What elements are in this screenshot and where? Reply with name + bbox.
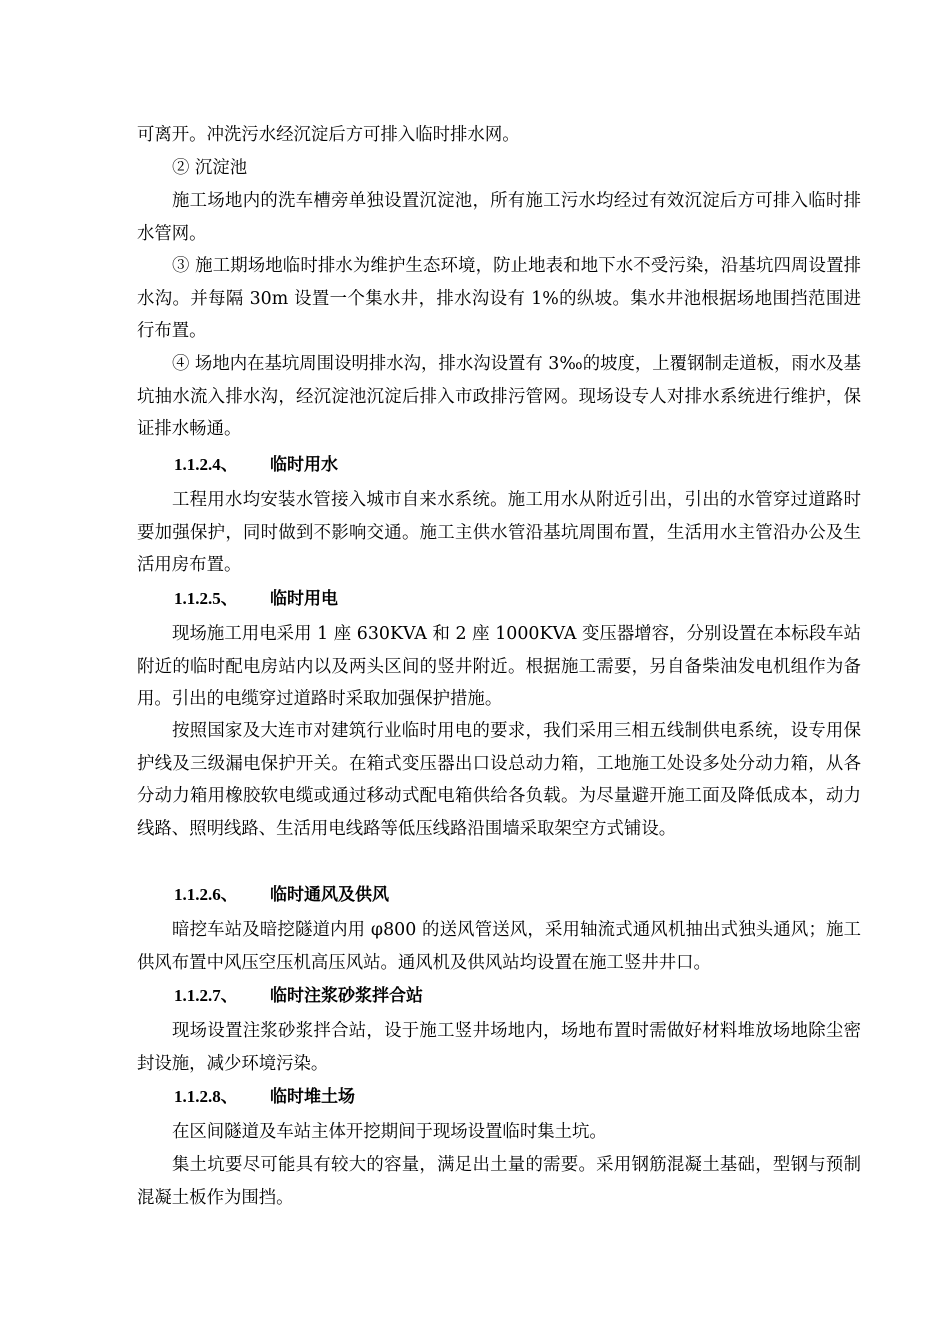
body-paragraph: 按照国家及大连市对建筑行业临时用电的要求，我们采用三相五线制供电系统，设专用保护线及三级漏电保护开关。在箱式变压器出口设总动力箱，工地施工处设多处分动力箱，从各分动力箱用橡胶软电缆或通过移动式配电箱供给各负载。为尽量避开施工面及降低成本，动力线路、照明线路、生活用电线路等低压线路沿围墙采取架空方式铺设。: [137, 721, 861, 839]
section-heading-temporary-water: [174, 453, 338, 477]
section-number: 1.1.2.8、: [174, 1087, 238, 1106]
section-title: 临时用水: [270, 455, 338, 474]
section-number: 1.1.2.6、: [174, 885, 238, 904]
list-item-sedimentation-tank: ② 沉淀池: [172, 158, 248, 178]
body-paragraph: 在区间隧道及车站主体开挖期间于现场设置临时集土坑。: [172, 1122, 607, 1142]
body-paragraph: 暗挖车站及暗挖隧道内用 φ800 的送风管送风，采用轴流式通风机抽出式独头通风；施工供风布置中风压空压机高压风站。通风机及供风站均设置在施工竖井井口。: [137, 920, 861, 973]
section-title: 临时用电: [270, 589, 338, 608]
section-heading-soil-yard: [174, 1085, 355, 1109]
body-paragraph: 集土坑要尽可能具有较大的容量，满足出土量的需要。采用钢筋混凝土基础，型钢与预制混凝土板作为围挡。: [137, 1155, 861, 1208]
body-paragraph: 工程用水均安装水管接入城市自来水系统。施工用水从附近引出，引出的水管穿过道路时要加强保护，同时做到不影响交通。施工主供水管沿基坑周围布置，生活用水主管沿办公及生活用房布置。: [137, 490, 861, 576]
section-title: 临时注浆砂浆拌合站: [270, 986, 423, 1005]
section-heading-temporary-power: [174, 587, 338, 611]
body-paragraph: 施工场地内的洗车槽旁单独设置沉淀池，所有施工污水均经过有效沉淀后方可排入临时排水管网。: [137, 191, 861, 244]
body-paragraph: 现场施工用电采用 1 座 630KVA 和 2 座 1000KVA 变压器增容，分别设置在本标段车站附近的临时配电房站内以及两头区间的竖井附近。根据施工需要，另自备柴油发电机组作为备用。引出的电缆穿过道路时采取加强保护措施。: [137, 624, 861, 710]
section-title: 临时通风及供风: [270, 885, 389, 904]
section-title: 临时堆土场: [270, 1087, 355, 1106]
list-item-drainage-ditch: ④ 场地内在基坑周围设明排水沟，排水沟设置有 3‰的坡度，上覆钢制走道板，雨水及基坑抽水流入排水沟，经沉淀池沉淀后排入市政排污管网。现场设专人对排水系统进行维护，保证排水畅通。: [137, 354, 861, 440]
list-item-temporary-drainage: ③ 施工期场地临时排水为维护生态环境，防止地表和地下水不受污染，沿基坑四周设置排水沟。并每隔 30m 设置一个集水井，排水沟设有 1%的纵坡。集水井池根据场地围挡范围进行布置。: [137, 256, 861, 342]
section-number: 1.1.2.4、: [174, 455, 238, 474]
body-paragraph: 现场设置注浆砂浆拌合站，设于施工竖井场地内，场地布置时需做好材料堆放场地除尘密封设施，减少环境污染。: [137, 1021, 861, 1074]
section-number: 1.1.2.7、: [174, 986, 238, 1005]
body-paragraph: 可离开。冲洗污水经沉淀后方可排入临时排水网。: [137, 125, 520, 145]
section-heading-ventilation: [174, 883, 389, 907]
section-number: 1.1.2.5、: [174, 589, 238, 608]
section-heading-grouting-station: [174, 984, 423, 1008]
